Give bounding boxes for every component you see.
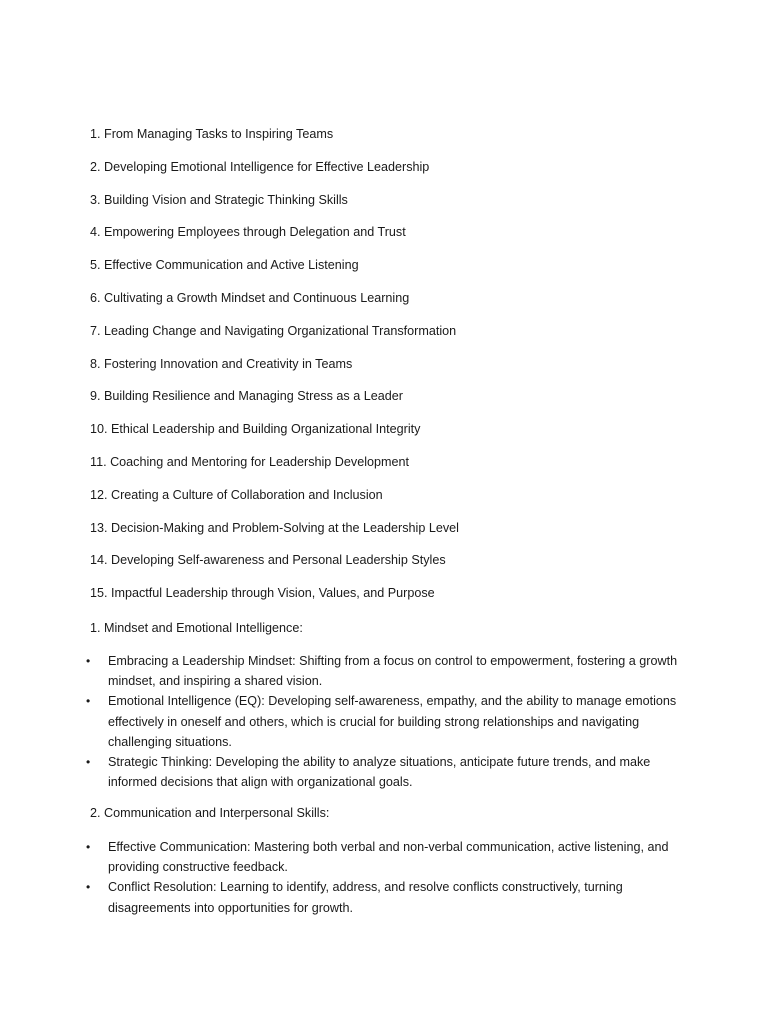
bullet-icon: • [86, 840, 91, 854]
bullet-list-communication [86, 837, 686, 918]
bullet-item [86, 877, 686, 917]
topic-item: 14. Developing Self-awareness and Personal Leadership Styles [90, 553, 446, 568]
topic-item: 10. Ethical Leadership and Building Organizational Integrity [90, 422, 421, 437]
bullet-item [86, 651, 686, 691]
bullet-item [86, 837, 686, 877]
bullet-text: Strategic Thinking: Developing the ability to analyze situations, anticipate future trends, and make informed decisions that align with organizational goals. [108, 755, 651, 790]
bullet-text: Conflict Resolution: Learning to identify, address, and resolve conflicts constructively, turning disagreements into opportunities for growth. [108, 880, 623, 915]
topic-list [90, 125, 730, 617]
topic-item: 1. From Managing Tasks to Inspiring Teams [90, 127, 334, 141]
topic-item: 7. Leading Change and Navigating Organizational Transformation [90, 323, 457, 338]
topic-item: 8. Fostering Innovation and Creativity in Teams [90, 356, 353, 371]
topic-item: 15. Impactful Leadership through Vision, Values, and Purpose [90, 586, 435, 601]
bullet-list-mindset [86, 651, 686, 792]
bullet-icon: • [86, 880, 91, 895]
topic-item: 2. Developing Emotional Intelligence for Effective Leadership [90, 159, 430, 174]
topic-item: 5. Effective Communication and Active Listening [90, 258, 359, 273]
bullet-icon: • [86, 755, 91, 770]
bullet-text: Embracing a Leadership Mindset: Shifting from a focus on control to empowerment, fostering a growth mindset, and inspiring a shared vision. [108, 654, 678, 689]
bullet-item [86, 691, 686, 752]
bullet-text: Emotional Intelligence (EQ): Developing self-awareness, empathy, and the ability to manage emotions effectively in oneself and others, which is crucial for building strong relationships and navigating challenging situations. [108, 694, 677, 749]
bullet-icon: • [86, 694, 91, 709]
section-heading-communication: 2. Communication and Interpersonal Skills: [90, 806, 330, 820]
bullet-text: Effective Communication: Mastering both verbal and non-verbal communication, active listening, and providing constructive feedback. [108, 840, 669, 875]
topic-item: 3. Building Vision and Strategic Thinking Skills [90, 192, 348, 207]
bullet-icon: • [86, 654, 91, 668]
topic-item: 4. Empowering Employees through Delegation and Trust [90, 225, 406, 240]
topic-item: 6. Cultivating a Growth Mindset and Continuous Learning [90, 290, 410, 305]
topic-item: 12. Creating a Culture of Collaboration and Inclusion [90, 487, 383, 502]
topic-item: 13. Decision-Making and Problem-Solving at the Leadership Level [90, 520, 459, 535]
topic-item: 9. Building Resilience and Managing Stress as a Leader [90, 389, 403, 404]
topic-item: 11. Coaching and Mentoring for Leadership Development [90, 454, 410, 469]
bullet-item [86, 752, 686, 792]
section-heading-mindset: 1. Mindset and Emotional Intelligence: [90, 621, 303, 635]
